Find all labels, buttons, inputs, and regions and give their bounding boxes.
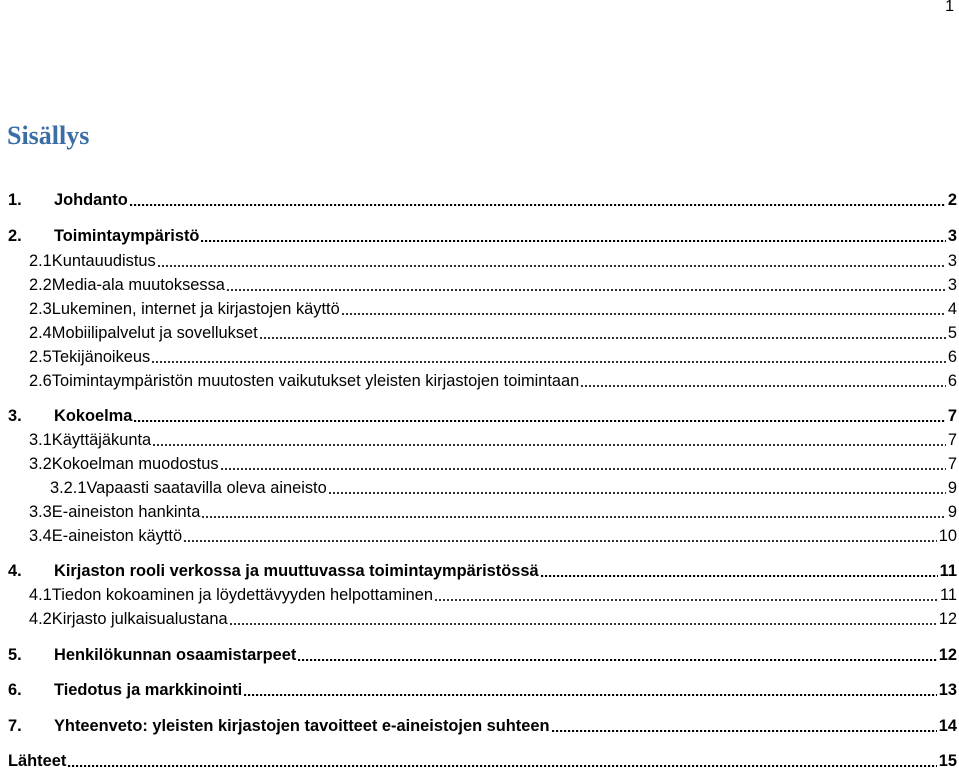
toc-entry-label: Lähteet	[8, 752, 67, 770]
toc-entry-number: 5.	[8, 646, 22, 664]
toc-entry-number: 2.2	[29, 276, 52, 294]
toc-entry-label: Johdanto	[54, 191, 128, 209]
toc-entry[interactable]	[0, 498, 959, 522]
toc-entry-text	[8, 645, 296, 665]
toc-entry-text	[29, 454, 219, 474]
toc-entry-label: E-aineiston käyttö	[51, 527, 183, 545]
dot-leader	[329, 492, 946, 494]
dot-leader	[201, 240, 945, 242]
toc-entry-label: Yhteenveto: yleisten kirjastojen tavoitteet e-aineistojen suhteen	[54, 717, 550, 735]
toc-entry-number: 1.	[8, 191, 22, 209]
toc-entry-label: Media-ala muutoksessa	[51, 276, 225, 294]
toc-entry-page: 11	[939, 562, 957, 580]
toc-entry[interactable]	[0, 450, 959, 474]
toc-entry[interactable]	[0, 426, 959, 450]
toc-entry-label: Kokoelman muodostus	[51, 455, 219, 473]
toc-entry-page: 12	[938, 610, 957, 628]
toc-entry-text	[50, 478, 327, 498]
toc-entry-text	[29, 526, 182, 546]
toc-entry-page: 10	[938, 527, 957, 545]
toc-entry[interactable]	[0, 522, 959, 546]
dot-leader	[552, 730, 937, 732]
toc-entry[interactable]	[0, 712, 959, 736]
dot-leader	[227, 289, 946, 291]
toc-entry-number: 3.1	[29, 431, 52, 449]
dot-leader	[130, 204, 946, 206]
toc-entry-page: 12	[938, 646, 957, 664]
toc-entry[interactable]	[0, 222, 959, 246]
dot-leader	[541, 575, 938, 577]
toc-entry-number: 2.6	[29, 372, 52, 390]
toc-entry[interactable]	[0, 319, 959, 343]
dot-leader	[260, 337, 946, 339]
toc-entry-number: 3.	[8, 407, 22, 425]
toc-entry-label: Kokoelma	[54, 407, 133, 425]
toc-entry-page: 6	[947, 372, 957, 390]
toc-entry-text	[29, 585, 433, 605]
dot-leader	[230, 623, 937, 625]
toc-entry-text	[29, 251, 156, 271]
toc-entry-page: 11	[939, 586, 957, 604]
toc-entry-label: Tiedon kokoaminen ja löydettävyyden helpottaminen	[51, 586, 433, 604]
toc-entry-page: 7	[947, 407, 957, 425]
dot-leader	[184, 540, 937, 542]
dot-leader	[581, 385, 946, 387]
toc-entry-number: 2.5	[29, 348, 52, 366]
toc-entry-label: Mobiilipalvelut ja sovellukset	[51, 324, 258, 342]
toc-entry-text	[8, 226, 199, 246]
toc-entry-label: Kuntauudistus	[51, 252, 156, 270]
toc-entry-number: 2.3	[29, 300, 52, 318]
dot-leader	[342, 313, 946, 315]
toc-entry-label: Kirjasto julkaisualustana	[51, 610, 228, 628]
toc-entry-page: 2	[947, 191, 957, 209]
toc-entry-number: 2.1	[29, 252, 52, 270]
dot-leader	[202, 516, 946, 518]
toc-entry-text	[29, 609, 228, 629]
toc-entry-label: Henkilökunnan osaamistarpeet	[54, 646, 297, 664]
dot-leader	[244, 694, 937, 696]
toc-entry-number: 4.2	[29, 610, 52, 628]
toc-entry-number: 3.4	[29, 527, 52, 545]
toc-entry[interactable]	[0, 557, 959, 581]
toc-entry-page: 7	[947, 455, 957, 473]
toc-entry-page: 14	[938, 717, 957, 735]
toc-entry[interactable]	[0, 605, 959, 629]
toc-entry-page: 6	[947, 348, 957, 366]
toc-entry-number: 2.4	[29, 324, 52, 342]
toc-entry-text	[29, 502, 200, 522]
toc-entry-page: 7	[947, 431, 957, 449]
toc-entry-text	[8, 751, 66, 771]
toc-entry[interactable]	[0, 247, 959, 271]
toc-entry-text	[8, 190, 128, 210]
toc-entry-number: 3.2.1	[50, 479, 87, 497]
toc-entry[interactable]	[0, 343, 959, 367]
dot-leader	[153, 444, 946, 446]
toc-entry-page: 9	[947, 479, 957, 497]
toc-title: Sisällys	[7, 121, 90, 150]
toc-entry-label: Tekijänoikeus	[51, 348, 151, 366]
page-number: 1	[945, 0, 954, 15]
dot-leader	[221, 468, 946, 470]
toc-entry-label: Toimintaympäristö	[54, 227, 200, 245]
toc-entry-text	[8, 680, 242, 700]
dot-leader	[134, 420, 946, 422]
toc-entry-number: 6.	[8, 681, 22, 699]
dot-leader	[158, 265, 946, 267]
toc-entry-number: 7.	[8, 717, 22, 735]
toc-entry-number: 4.1	[29, 586, 52, 604]
toc-entry[interactable]	[0, 295, 959, 319]
toc-entry[interactable]	[0, 402, 959, 426]
toc-entry-number: 3.2	[29, 455, 52, 473]
toc-entry-page: 15	[938, 752, 957, 770]
toc-entry[interactable]	[0, 676, 959, 700]
toc-entry[interactable]	[0, 474, 959, 498]
toc-entry-text	[29, 299, 340, 319]
toc-entry-text	[29, 347, 150, 367]
toc-entry-text	[29, 371, 579, 391]
toc-entry-label: E-aineiston hankinta	[51, 503, 201, 521]
toc-entry-text	[8, 716, 550, 736]
toc-entry[interactable]	[0, 641, 959, 665]
toc-entry-label: Lukeminen, internet ja kirjastojen käyttö	[51, 300, 340, 318]
toc-entry-label: Kirjaston rooli verkossa ja muuttuvassa toimintaympäristössä	[54, 562, 539, 580]
toc-entry-label: Toimintaympäristön muutosten vaikutukset yleisten kirjastojen toimintaan	[51, 372, 580, 390]
toc-entry-page: 3	[947, 252, 957, 270]
toc-entry-text	[8, 561, 539, 581]
toc-entry[interactable]	[0, 186, 959, 210]
dot-leader	[435, 599, 938, 601]
toc-entry-page: 9	[947, 503, 957, 521]
toc-entry[interactable]	[0, 271, 959, 295]
dot-leader	[298, 659, 936, 661]
dot-leader	[152, 361, 946, 363]
toc-entry-page: 3	[947, 276, 957, 294]
toc-entry-number: 4.	[8, 562, 22, 580]
toc-entry[interactable]	[0, 367, 959, 391]
toc-entry[interactable]	[0, 747, 959, 771]
toc-entry-label: Vapaasti saatavilla oleva aineisto	[86, 479, 327, 497]
toc-entry-text	[29, 323, 258, 343]
toc-entry-text	[29, 430, 151, 450]
toc-entry-page: 13	[938, 681, 957, 699]
toc-entry-label: Tiedotus ja markkinointi	[54, 681, 243, 699]
toc-entry-label: Käyttäjäkunta	[51, 431, 152, 449]
dot-leader	[68, 765, 936, 767]
toc-entry-number: 2.	[8, 227, 22, 245]
toc-entry-page: 4	[947, 300, 957, 318]
toc-entry-page: 3	[947, 227, 957, 245]
toc-entry-page: 5	[947, 324, 957, 342]
toc-entry-number: 3.3	[29, 503, 52, 521]
toc-entry[interactable]	[0, 581, 959, 605]
toc-entry-text	[29, 275, 225, 295]
toc-entry-text	[8, 406, 132, 426]
